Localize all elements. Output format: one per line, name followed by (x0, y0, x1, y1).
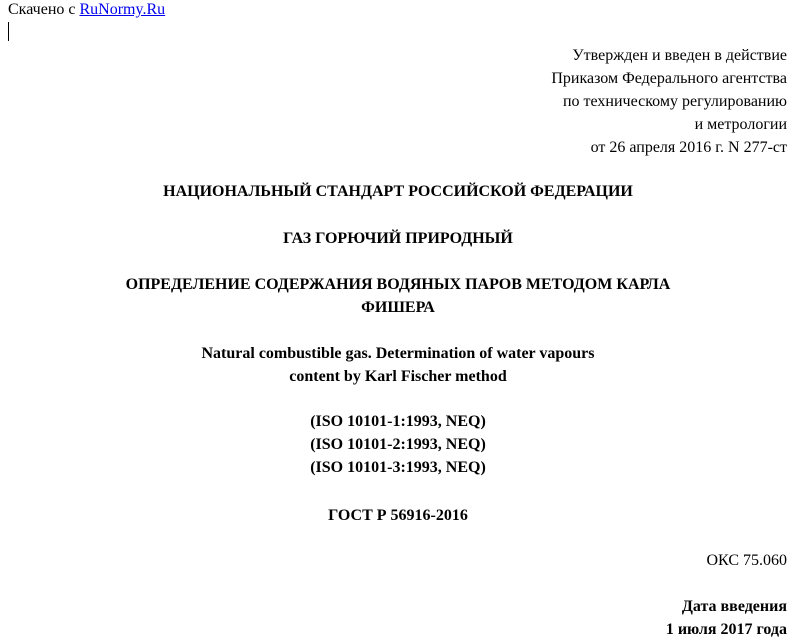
method-title (0, 273, 790, 319)
method-title-line: ФИШЕРА (361, 299, 435, 316)
english-title (0, 342, 790, 388)
introduction-date-label: Дата введения (681, 598, 787, 615)
approval-line: и метрологии (694, 116, 787, 133)
approval-line: Приказом Федерального агентства (551, 70, 787, 87)
iso-reference: (ISO 10101-1:1993, NEQ) (310, 413, 486, 430)
approval-line: от 26 апреля 2016 г. N 277-ст (590, 139, 787, 156)
source-prefix: Скачено с (8, 1, 80, 18)
standard-type-heading: НАЦИОНАЛЬНЫЙ СТАНДАРТ РОССИЙСКОЙ ФЕДЕРАЦИИ (163, 183, 633, 200)
approval-line: по техническому регулированию (562, 93, 787, 110)
subject-heading: ГАЗ ГОРЮЧИЙ ПРИРОДНЫЙ (283, 230, 513, 247)
iso-references (0, 410, 790, 479)
approval-block (551, 44, 787, 159)
gost-number: ГОСТ Р 56916-2016 (328, 507, 468, 524)
method-title-line: ОПРЕДЕЛЕНИЕ СОДЕРЖАНИЯ ВОДЯНЫХ ПАРОВ МЕТОДОМ КАРЛА (125, 276, 671, 293)
source-link[interactable]: RuNormy.Ru (79, 1, 166, 18)
english-title-line: Natural combustible gas. Determination of water vapours (201, 345, 595, 362)
oks-code: ОКС 75.060 (706, 552, 787, 569)
iso-reference: (ISO 10101-3:1993, NEQ) (310, 459, 486, 476)
source-note (8, 0, 165, 21)
iso-reference: (ISO 10101-2:1993, NEQ) (310, 436, 486, 453)
text-cursor (8, 22, 9, 41)
introduction-date-value: 1 июля 2017 года (665, 621, 787, 638)
approval-line: Утвержден и введен в действие (572, 47, 787, 64)
english-title-line: content by Karl Fischer method (289, 368, 507, 385)
